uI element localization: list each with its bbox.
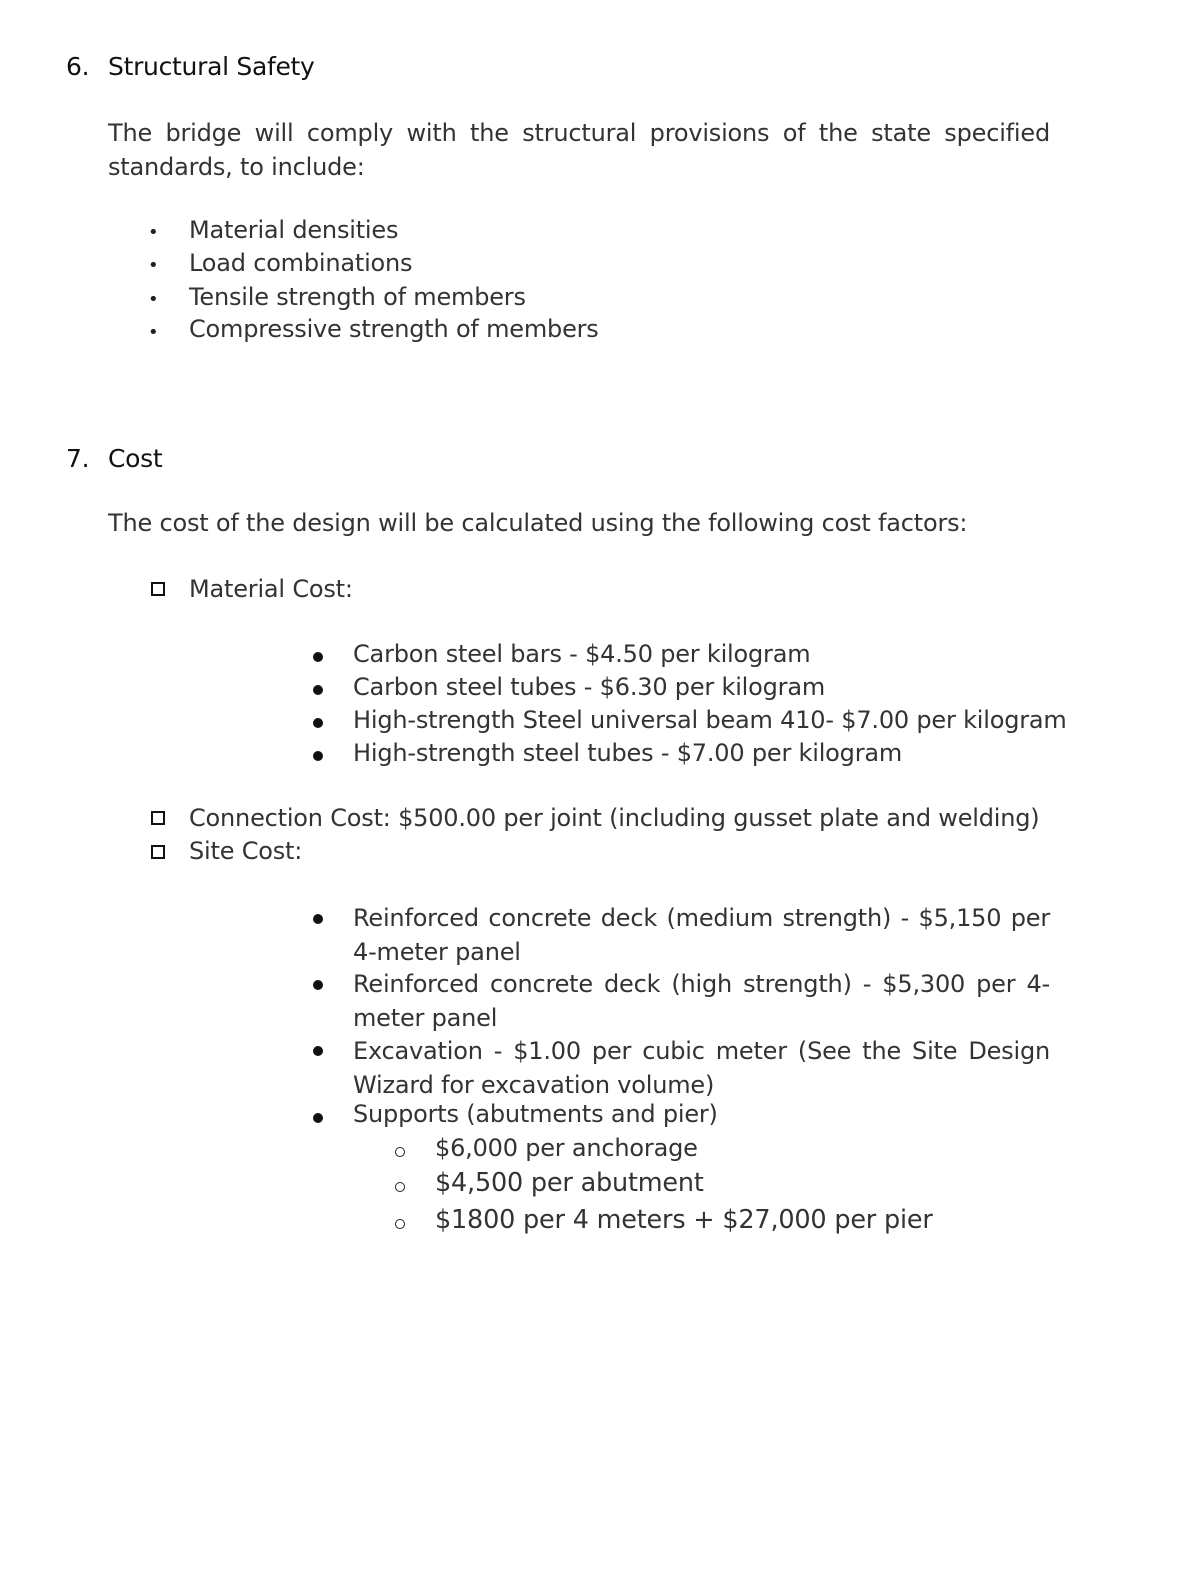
material-cost-label: Material Cost:: [189, 575, 353, 603]
bullet-icon: •: [148, 289, 159, 310]
checkbox-icon: [151, 845, 165, 859]
section-7-intro: The cost of the design will be calculated using the following cost factors:: [108, 509, 968, 537]
bullet-icon: [313, 1046, 323, 1056]
section-7-number: 7.: [66, 444, 90, 473]
section-6-title: Structural Safety: [108, 52, 315, 81]
section-7-title: Cost: [108, 444, 163, 473]
list-item: Supports (abutments and pier): [353, 1100, 718, 1128]
section-6-number: 6.: [66, 52, 90, 81]
list-item: Excavation - $1.00 per cubic meter (See the Site Design Wizard for excavation volume): [353, 1037, 1050, 1099]
list-item: Compressive strength of members: [189, 315, 599, 343]
list-item: Carbon steel bars - $4.50 per kilogram: [353, 640, 811, 668]
list-item: High-strength steel tubes - $7.00 per kilogram: [353, 739, 903, 767]
sub-bullet-icon: [395, 1219, 405, 1229]
sub-list-item: $4,500 per abutment: [435, 1168, 704, 1198]
list-item: Load combinations: [189, 249, 413, 277]
bullet-icon: [313, 718, 323, 728]
bullet-icon: [313, 980, 323, 990]
bullet-icon: [313, 685, 323, 695]
list-item: Carbon steel tubes - $6.30 per kilogram: [353, 673, 826, 701]
connection-cost-label: Connection Cost: $500.00 per joint (including gusset plate and welding): [189, 804, 1040, 832]
bullet-icon: •: [148, 322, 159, 343]
list-item: High-strength Steel universal beam 410- $7.00 per kilogram: [353, 706, 1067, 734]
bullet-icon: [313, 652, 323, 662]
checkbox-icon: [151, 582, 165, 596]
list-item: Material densities: [189, 216, 399, 244]
bullet-icon: •: [148, 222, 159, 243]
list-item: Tensile strength of members: [189, 283, 526, 311]
sub-list-item: $6,000 per anchorage: [435, 1134, 698, 1162]
bullet-icon: •: [148, 255, 159, 276]
list-item: Reinforced concrete deck (medium strength) - $5,150 per 4-meter panel: [353, 904, 1050, 966]
sub-bullet-icon: [395, 1182, 405, 1192]
sub-list-item: $1800 per 4 meters + $27,000 per pier: [435, 1205, 933, 1235]
sub-bullet-icon: [395, 1147, 405, 1157]
bullet-icon: [313, 914, 323, 924]
site-cost-label: Site Cost:: [189, 837, 303, 865]
bullet-icon: [313, 1113, 323, 1123]
list-item: Reinforced concrete deck (high strength) - $5,300 per 4-meter panel: [353, 970, 1050, 1032]
bullet-icon: [313, 751, 323, 761]
section-6-intro: The bridge will comply with the structural provisions of the state specified standards, to include:: [108, 119, 1050, 181]
checkbox-icon: [151, 811, 165, 825]
